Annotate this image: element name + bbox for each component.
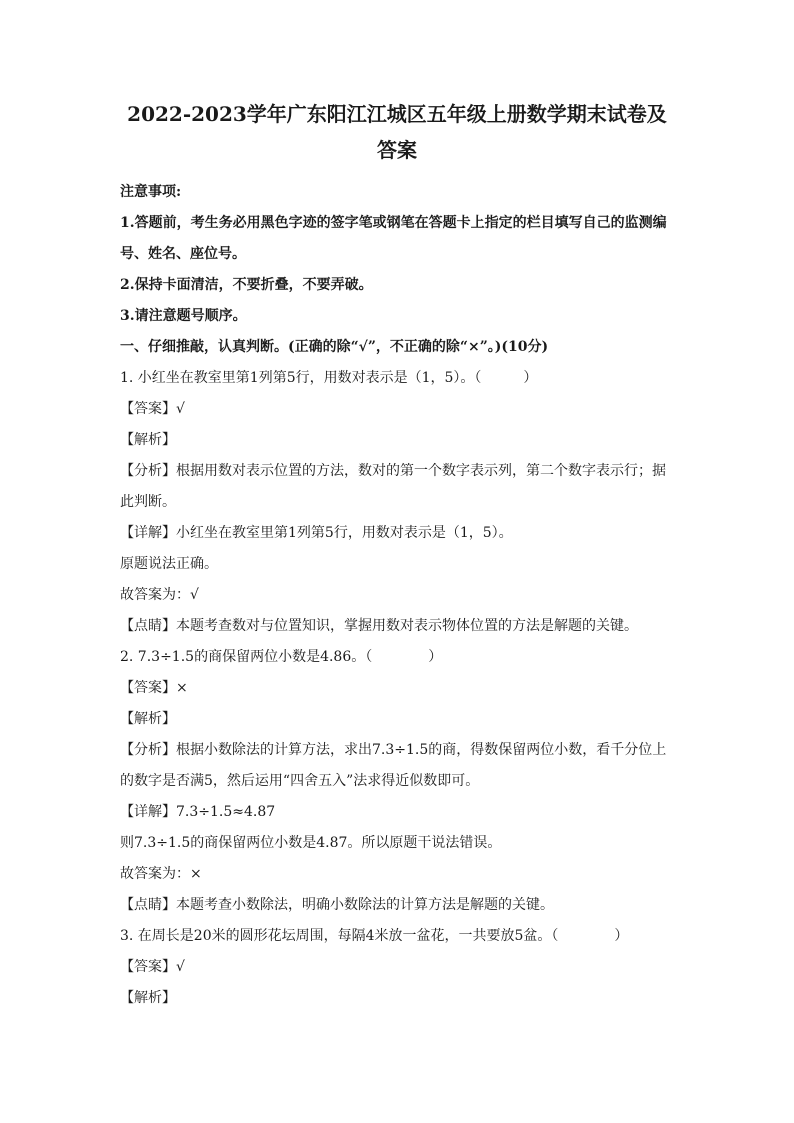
question-text: 3. 在周长是20米的圆形花坛周围，每隔4米放一盆花，一共要放5盆。（ ） [120, 928, 629, 944]
notes-item-3: 3.请注意题号顺序。 [120, 308, 247, 324]
dianjing-line: 【点睛】本题考查数对与位置知识，掌握用数对表示物体位置的方法是解题的关键。 [120, 618, 638, 634]
fenxi-line-1: 【分析】根据小数除法的计算方法，求出7.3÷1.5的商，得数保留两位小数，看千分位上 [120, 742, 667, 758]
title-line-1: 2022-2023学年广东阳江江城区五年级上册数学期末试卷及 [127, 102, 667, 126]
answer-line: 【答案】√ [120, 959, 185, 975]
notes-heading: 注意事项: [120, 184, 182, 200]
document-title [120, 95, 674, 169]
fenxi-line-1: 【分析】根据用数对表示位置的方法，数对的第一个数字表示列，第二个数字表示行；据 [120, 463, 666, 479]
xiangjie-line: 【详解】小红坐在教室里第1列第5行，用数对表示是（1，5）。 [120, 525, 513, 541]
question-text: 2. 7.3÷1.5的商保留两位小数是4.86。（ ） [120, 649, 443, 665]
notes-item-1-line-2: 号、姓名、座位号。 [120, 246, 246, 262]
question-block [120, 363, 674, 642]
answer-line: 【答案】× [120, 680, 188, 696]
dianjing-line: 【点睛】本题考查小数除法，明确小数除法的计算方法是解题的关键。 [120, 897, 554, 913]
fenxi-line-2: 的数字是否满5，然后运用“四舍五入”法求得近似数即可。 [120, 773, 480, 789]
notes-item-2: 2.保持卡面清洁，不要折叠，不要弄破。 [120, 277, 373, 293]
extra-line: 则7.3÷1.5的商保留两位小数是4.87。所以原题干说法错误。 [120, 835, 502, 851]
question-text: 1. 小红坐在教室里第1列第5行，用数对表示是（1，5）。（ ） [120, 370, 538, 386]
conclusion-line: 故答案为：√ [120, 587, 199, 603]
notes-item-1-line-1: 1.答题前，考生务必用黑色字迹的签字笔或钢笔在答题卡上指定的栏目填写自己的监测编 [120, 215, 667, 231]
xiangjie-line: 【详解】7.3÷1.5≈4.87 [120, 804, 276, 820]
fenxi-line-2: 此判断。 [120, 494, 176, 510]
analysis-label: 【解析】 [120, 432, 176, 448]
analysis-label: 【解析】 [120, 990, 176, 1006]
section-1-heading: 一、仔细推敲，认真判断。(正确的除“√”，不正确的除“×”。)(10分) [120, 339, 549, 355]
analysis-label: 【解析】 [120, 711, 176, 727]
conclusion-line: 故答案为：× [120, 866, 202, 882]
title-line-2: 答案 [377, 138, 417, 162]
question-block [120, 921, 674, 1014]
extra-line: 原题说法正确。 [120, 556, 218, 572]
answer-line: 【答案】√ [120, 401, 185, 417]
question-block [120, 642, 674, 921]
notes-section [120, 177, 674, 332]
